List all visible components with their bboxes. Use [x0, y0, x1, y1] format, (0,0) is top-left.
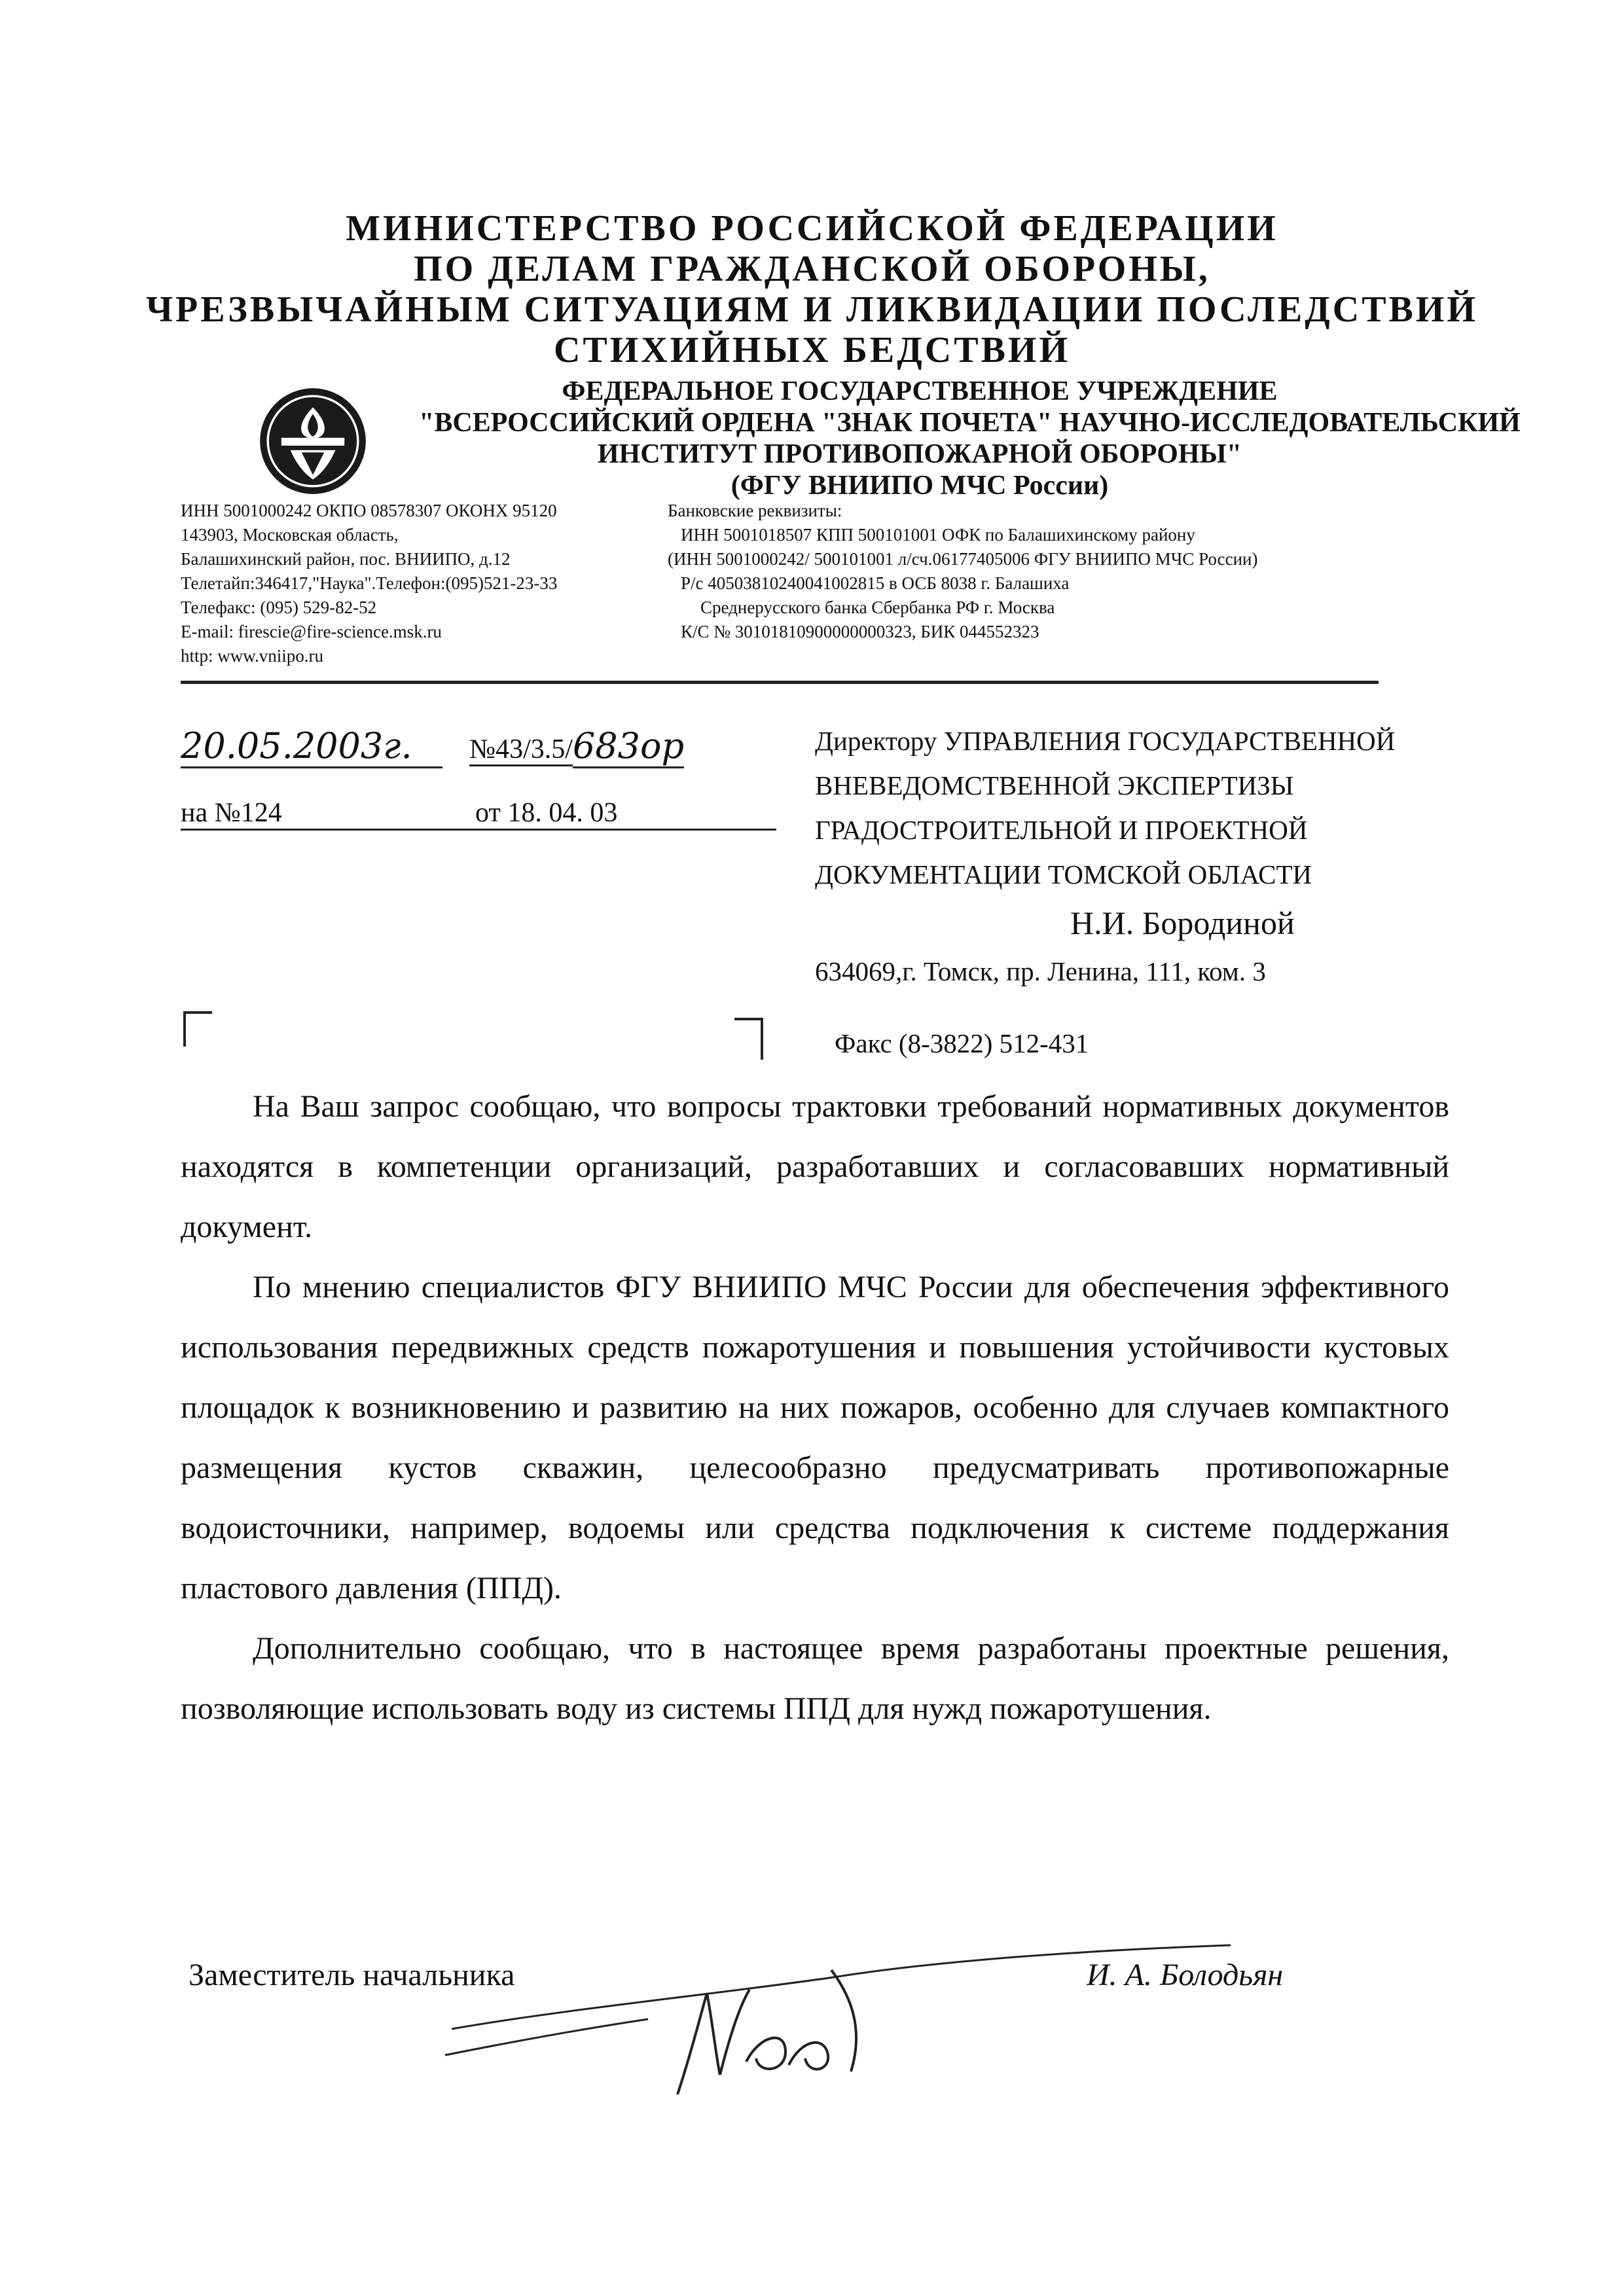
institute-line-2: "ВСЕРОССИЙСКИЙ ОРДЕНА "ЗНАК ПОЧЕТА" НАУЧНО-ИССЛЕДОВАТЕЛЬСКИЙ: [419, 408, 1521, 438]
addressee-fax: Факс (8-3822) 512-431: [835, 1028, 1089, 1058]
outgoing-date: 20.05.2003г.: [181, 725, 442, 768]
reference-na-label: на: [181, 798, 208, 828]
addressee-name: Н.И. Бородиной: [1070, 905, 1295, 941]
handwritten-signature: [432, 1931, 1250, 2101]
ministry-line-1: МИНИСТЕРСТВО РОССИЙСКОЙ ФЕДЕРАЦИИ: [346, 208, 1278, 249]
reference-number: №124: [214, 798, 282, 828]
addressee-address: 634069,г. Томск, пр. Ленина, 111, ком. 3: [815, 956, 1266, 986]
bank-line: (ИНН 5001000242/ 500101001 л/сч.06177405006 ФГУ ВНИИПО МЧС России): [668, 549, 1258, 569]
ministry-line-3: ЧРЕЗВЫЧАЙНЫМ СИТУАЦИЯМ И ЛИКВИДАЦИИ ПОСЛЕДСТВИЙ: [145, 289, 1479, 330]
bank-requisites: [668, 499, 1257, 644]
address-field-corner-right: [734, 1018, 763, 1060]
bank-line: Р/с 40503810240041002815 в ОСБ 8038 г. Балашиха: [681, 573, 1070, 593]
requisite-line: ИНН 5001000242 ОКПО 08578307 ОКОНХ 95120: [181, 501, 557, 520]
body-paragraph-3: Дополнительно сообщаю, что в настоящее время разработаны проектные решения, позволяющие использовать воду из системы ППД для нужд пожаротушения.: [181, 1631, 1449, 1726]
institute-header: [419, 376, 1521, 501]
bank-line: ИНН 5001018507 КПП 500101001 ОФК по Балашихинскому району: [681, 525, 1195, 545]
contact-requisites: [181, 499, 557, 668]
addressee-line-2: ВНЕВЕДОМСТВЕННОЙ ЭКСПЕРТИЗЫ: [815, 770, 1294, 800]
institute-line-1: ФЕДЕРАЛЬНОЕ ГОСУДАРСТВЕННОЕ УЧРЕЖДЕНИЕ: [562, 376, 1278, 406]
body-paragraph-1: На Ваш запрос сообщаю, что вопросы трактовки требований нормативных документов находятся в компетенции организаций, разработавших и согласовавших нормативный документ.: [181, 1089, 1449, 1244]
reference-line: [181, 797, 776, 831]
ministry-line-2: ПО ДЕЛАМ ГРАЖДАНСКОЙ ОБОРОНЫ,: [414, 249, 1210, 289]
bank-line: К/С № 30101810900000000323, БИК 044552323: [681, 622, 1039, 641]
outgoing-number-hand: 683ор: [573, 725, 684, 768]
outgoing-number-line: [181, 725, 684, 768]
reference-ot-label: от: [475, 798, 501, 828]
bank-line: Среднерусского банка Сбербанка РФ г. Москва: [700, 598, 1055, 617]
header-divider: [181, 681, 1379, 684]
requisite-line: Телефакс: (095) 529-82-52: [181, 598, 377, 617]
institute-line-4: (ФГУ ВНИИПО МЧС России): [731, 471, 1109, 501]
ministry-header: [0, 208, 1624, 370]
body-paragraph-2: По мнению специалистов ФГУ ВНИИПО МЧС России для обеспечения эффективного использования передвижных средств пожаротушения и повышения устойчивости кустовых площадок к возникновению и развитию на них пожаров, особенно для случаев компактного размещения кустов скважин, целесообразно предусматривать противопожарные водоисточники, например, водоемы или средства подключения к системе поддержания пластового давления (ППД).: [181, 1270, 1449, 1605]
requisite-line: Телетайп:346417,"Наука".Телефон:(095)521-23-33: [181, 573, 558, 593]
signatory-position: Заместитель начальника: [189, 1958, 515, 1992]
addressee-line-4: ДОКУМЕНТАЦИИ ТОМСКОЙ ОБЛАСТИ: [815, 859, 1312, 889]
outgoing-number-prefix: №43/3.5/: [469, 734, 573, 766]
ministry-line-4: СТИХИЙНЫХ БЕДСТВИЙ: [553, 330, 1071, 370]
reference-date: 18. 04. 03: [507, 798, 618, 828]
signatory-name: И. А. Болодьян: [1087, 1958, 1284, 1992]
requisite-line: Балашихинский район, пос. ВНИИПО, д.12: [181, 549, 511, 569]
addressee-line-1: Директору УПРАВЛЕНИЯ ГОСУДАРСТВЕННОЙ: [815, 726, 1396, 756]
requisite-line: 143903, Московская область,: [181, 525, 399, 545]
letter-body: [181, 1077, 1449, 1739]
addressee-line-3: ГРАДОСТРОИТЕЛЬНОЙ И ПРОЕКТНОЙ: [815, 815, 1308, 845]
address-field-corner-left: [183, 1011, 212, 1047]
requisite-line: http: www.vniipo.ru: [181, 646, 323, 666]
requisite-line: E-mail: firescie@fire-science.msk.ru: [181, 622, 442, 641]
addressee-block: [815, 719, 1395, 994]
bank-requisites-title: Банковские реквизиты:: [668, 501, 842, 520]
institute-emblem-icon: [257, 385, 369, 497]
institute-line-3: ИНСТИТУТ ПРОТИВОПОЖАРНОЙ ОБОРОНЫ": [597, 439, 1242, 469]
